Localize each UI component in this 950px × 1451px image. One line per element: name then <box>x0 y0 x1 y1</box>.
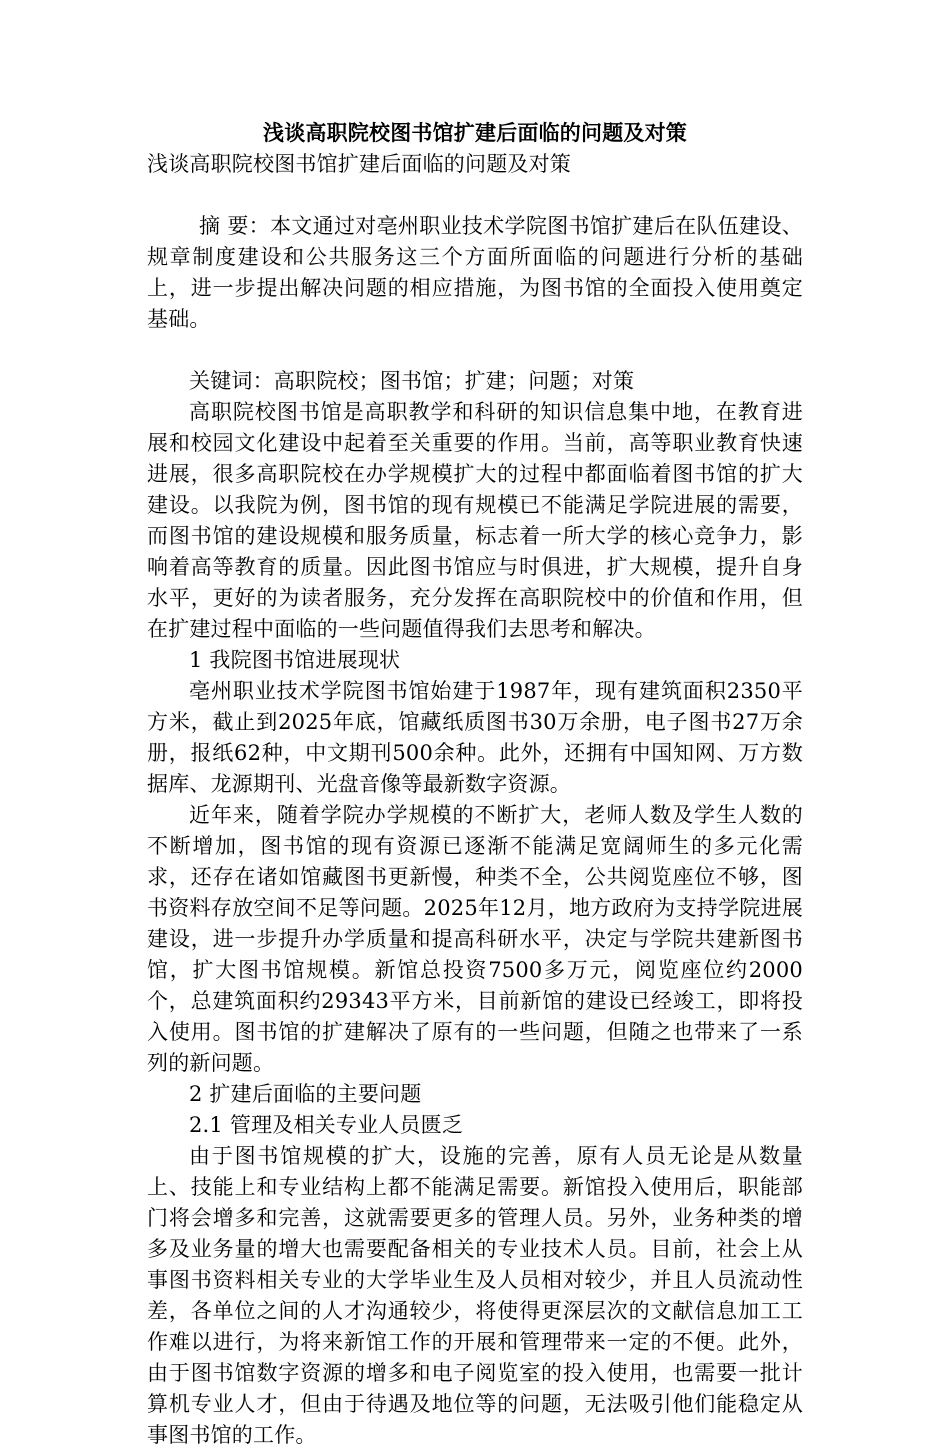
section-1-heading: 1 我院图书馆进展现状 <box>189 648 401 672</box>
blank-line <box>147 335 803 366</box>
keywords-line: 关键词：高职院校；图书馆；扩建；问题；对策 <box>189 369 635 393</box>
section-1-paragraph-1: 亳州职业技术学院图书馆始建于1987年，现有建筑面积2350平方米，截止到2025年底，馆藏纸质图书30万余册，电子图书27万余册，报纸62种，中文期刊500余种。此外，还拥有中国知网、万方数据库、龙源期刊、光盘音像等最新数字资源。 <box>147 679 803 796</box>
abstract-paragraph: 摘 要：本文通过对亳州职业技术学院图书馆扩建后在队伍建设、规章制度建设和公共服务这三个方面所面临的问题进行分析的基础上，进一步提出解决问题的相应措施，为图书馆的全面投入使用奠定基础。 <box>147 214 803 331</box>
document-title: 浅谈高职院校图书馆扩建后面临的问题及对策 <box>263 121 687 145</box>
section-2-1-heading: 2.1 管理及相关专业人员匮乏 <box>189 1113 464 1137</box>
document-subtitle: 浅谈高职院校图书馆扩建后面临的问题及对策 <box>147 152 571 176</box>
blank-line <box>147 180 803 211</box>
section-2-1-paragraph-1: 由于图书馆规模的扩大，设施的完善，原有人员无论是从数量上、技能上和专业结构上都不能满足需要。新馆投入使用后，职能部门将会增多和完善，这就需要更多的管理人员。另外，业务种类的增多及业务量的增大也需要配备相关的专业技术人员。目前，社会上从事图书资料相关专业的大学毕业生及人员相对较少，并且人员流动性差，各单位之间的人才沟通较少，将使得更深层次的文献信息加工工作难以进行，为将来新馆工作的开展和管理带来一定的不便。此外，由于图书馆数字资源的增多和电子阅览室的投入使用，也需要一批计算机专业人才，但由于待遇及地位等的问题，无法吸引他们能稳定从事图书馆的工作。 <box>147 1144 803 1447</box>
intro-paragraph: 高职院校图书馆是高职教学和科研的知识信息集中地，在教育进展和校园文化建设中起着至关重要的作用。当前，高等职业教育快速进展，很多高职院校在办学规模扩大的过程中都面临着图书馆的扩大建设。以我院为例，图书馆的现有规模已不能满足学院进展的需要，而图书馆的建设规模和服务质量，标志着一所大学的核心竞争力，影响着高等教育的质量。因此图书馆应与时俱进，扩大规模，提升自身水平，更好的为读者服务，充分发挥在高职院校中的价值和作用，但在扩建过程中面临的一些问题值得我们去思考和解决。 <box>147 400 803 641</box>
section-1-paragraph-2: 近年来，随着学院办学规模的不断扩大，老师人数及学生人数的不断增加，图书馆的现有资源已逐渐不能满足宽阔师生的多元化需求，还存在诸如馆藏图书更新慢，种类不全，公共阅览座位不够，图书资料存放空间不足等问题。2025年12月，地方政府为支持学院进展建设，进一步提升办学质量和提高科研水平，决定与学院共建新图书馆，扩大图书馆规模。新馆总投资7500多万元，阅览座位约2000个，总建筑面积约29343平方米，目前新馆的建设已经竣工，即将投入使用。图书馆的扩建解决了原有的一些问题，但随之也带来了一系列的新问题。 <box>147 803 803 1075</box>
document-body <box>147 118 803 1451</box>
section-2-heading: 2 扩建后面临的主要问题 <box>189 1082 422 1106</box>
